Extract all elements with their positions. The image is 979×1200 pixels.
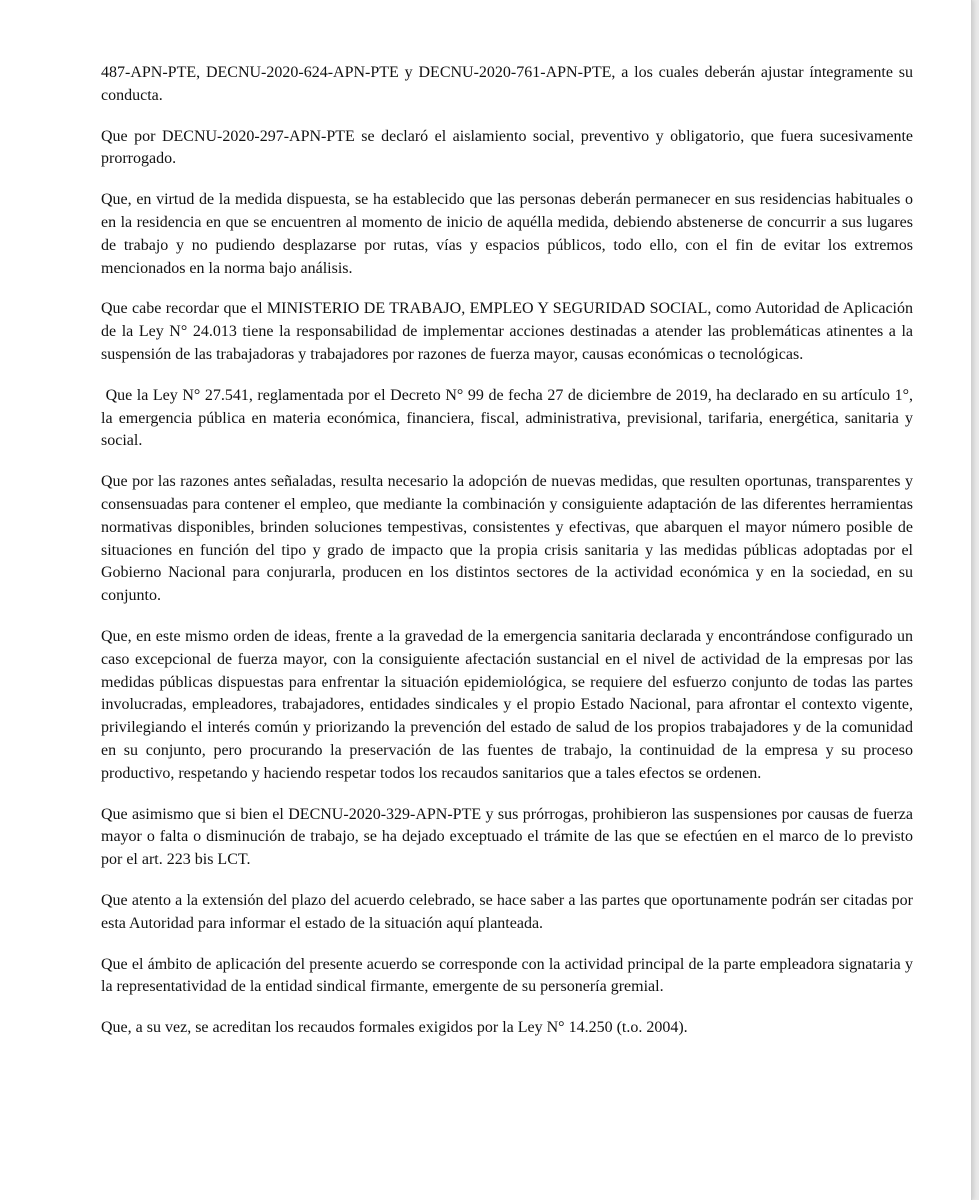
paragraph-recaudos-formales: Que, a su vez, se acreditan los recaudos formales exigidos por la Ley N° 14.250 (t.o. 2004). xyxy=(101,1019,688,1037)
paragraph-fuerza-mayor: Que, en este mismo orden de ideas, frente a la gravedad de la emergencia sanitaria declarada y encontrándose configurado un caso excepcional de fuerza mayor, con la consiguiente afectación sustancial en el nivel de actividad de la empresas por las medidas públicas dispuestas para enfrentar la situación epidemiológica, se requiere del esfuerzo conjunto de todas las partes involucradas, empleadores, trabajadores, entidades sindicales y el propio Estado Nacional, para afrontar el contexto vigente, privilegiando el interés común y priorizando la prevención del estado de salud de los propios trabajadores y de la comunidad en su conjunto, pero procurando la preservación de las fuentes de trabajo, la continuidad de la empresa y su proceso productivo, respetando y haciendo respetar todos los recaudos sanitarios que a tales efectos se ordenen. xyxy=(101,627,913,782)
paragraph-decree-list: 487-APN-PTE, DECNU-2020-624-APN-PTE y DECNU-2020-761-APN-PTE, a los cuales deberán ajustar íntegramente su conducta. xyxy=(101,64,913,104)
paragraph-decnu-329: Que asimismo que si bien el DECNU-2020-329-APN-PTE y sus prórrogas, prohibieron las suspensiones por causas de fuerza mayor o falta o disminución de trabajo, se ha dejado exceptuado el trámite de las que se efectúen en el marco de lo previsto por el art. 223 bis LCT. xyxy=(101,805,913,869)
paragraph-aislamiento: Que por DECNU-2020-297-APN-PTE se declaró el aislamiento social, preventivo y obligatorio, que fuera sucesivamente prorrogado. xyxy=(101,127,913,168)
paragraph-nuevas-medidas: Que por las razones antes señaladas, resulta necesario la adopción de nuevas medidas, que resulten oportunas, transparentes y consensuadas para contener el empleo, que mediante la combinación y consiguiente adaptación de las diferentes herramientas normativas disponibles, brinden soluciones tempestivas, consistentes y efectivas, que abarquen el mayor número posible de situaciones en función del tipo y grado de impacto que la propia crisis sanitaria y las medidas públicas adoptadas por el Gobierno Nacional para conjurarla, producen en los distintos sectores de la actividad económica y en la sociedad, en su conjunto. xyxy=(101,473,913,605)
paragraph-medida-dispuesta: Que, en virtud de la medida dispuesta, se ha establecido que las personas deberán permanecer en sus residencias habituales o en la residencia en que se encuentren al momento de inicio de aquélla medida, debiendo abstenerse de concurrir a sus lugares de trabajo y no pudiendo desplazarse por rutas, vías y espacios públicos, todo ello, con el fin de evitar los extremos mencionados en la norma bajo análisis. xyxy=(101,191,913,277)
paragraph-ley-27541: Que la Ley N° 27.541, reglamentada por el Decreto N° 99 de fecha 27 de diciembre de 2019, ha declarado en su artículo 1°, la emergencia pública en materia económica, financiera, fiscal, administrativa, previsional, tarifaria, energética, sanitaria y social. xyxy=(101,386,918,450)
paragraph-plazo-acuerdo: Que atento a la extensión del plazo del acuerdo celebrado, se hace saber a las partes que oportunamente podrán ser citadas por esta Autoridad para informar el estado de la situación aquí planteada. xyxy=(101,891,913,932)
paragraph-ambito-aplicacion: Que el ámbito de aplicación del presente acuerdo se corresponde con la actividad principal de la parte empleadora signataria y la representatividad de la entidad sindical firmante, emergente de su personería gremial. xyxy=(101,955,913,996)
paragraph-ministerio: Que cabe recordar que el MINISTERIO DE TRABAJO, EMPLEO Y SEGURIDAD SOCIAL, como Autoridad de Aplicación de la Ley N° 24.013 tiene la responsabilidad de implementar acciones destinadas a atender las problemáticas atinentes a la suspensión de las trabajadoras y trabajadores por razones de fuerza mayor, causas económicas o tecnológicas. xyxy=(101,300,913,363)
document-body xyxy=(101,62,918,1058)
